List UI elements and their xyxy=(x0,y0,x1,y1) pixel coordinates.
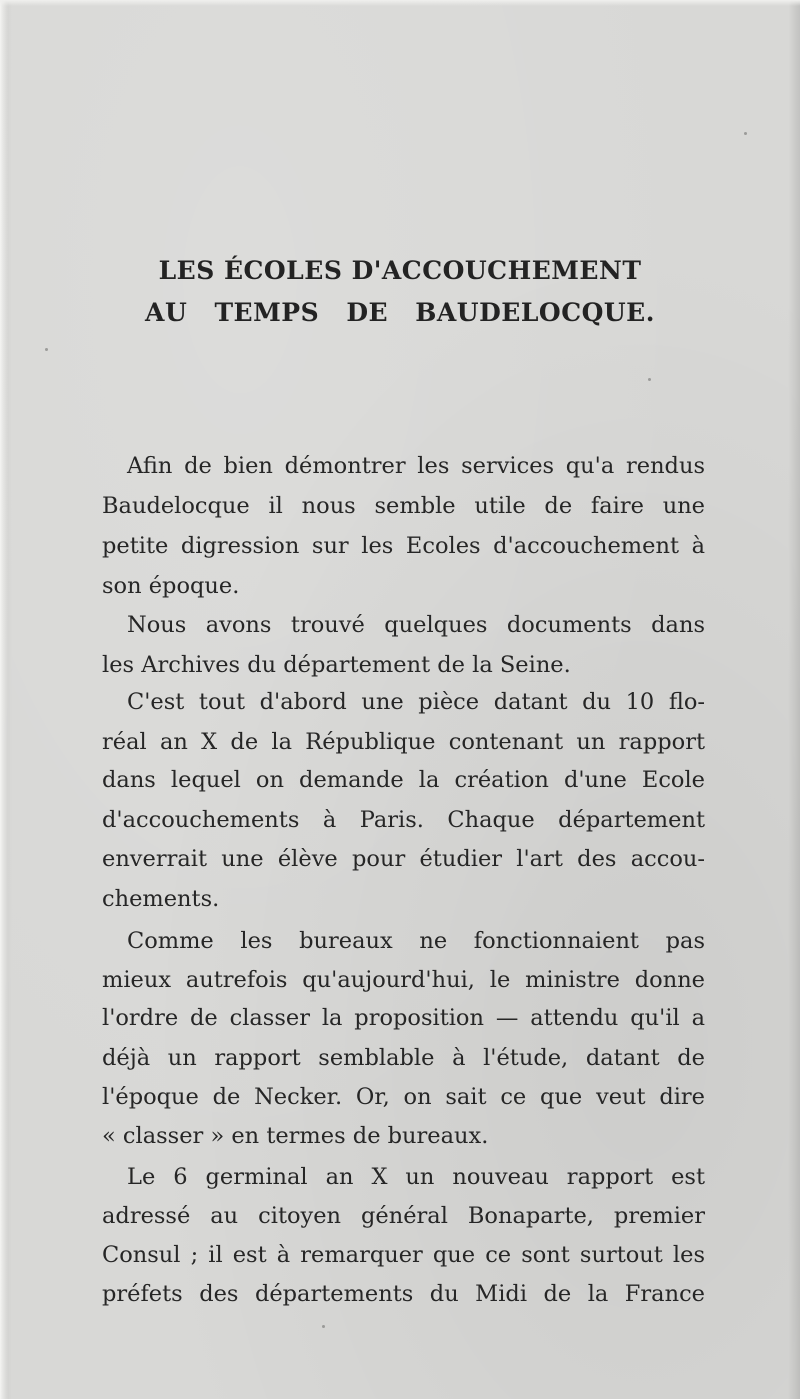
body-line: dans lequel on demande la création d'une Ecole xyxy=(102,767,705,793)
chapter-title-line-2: AU TEMPS DE BAUDELOCQUE. xyxy=(145,298,655,327)
body-line: d'accouchements à Paris. Chaque département xyxy=(102,807,705,833)
body-line: adressé au citoyen général Bonaparte, premier xyxy=(102,1203,705,1229)
body-line: mieux autrefois qu'aujourd'hui, le ministre donne xyxy=(102,967,705,993)
body-line: son époque. xyxy=(102,573,240,599)
body-line: les Archives du département de la Seine. xyxy=(102,652,571,678)
body-line: Baudelocque il nous semble utile de faire une xyxy=(102,493,705,519)
body-line: Comme les bureaux ne fonctionnaient pas xyxy=(127,928,705,954)
body-line: réal an X de la République contenant un rapport xyxy=(102,729,705,755)
body-line: Afin de bien démontrer les services qu'a rendus xyxy=(127,453,705,479)
chapter-title-line-1: LES ÉCOLES D'ACCOUCHEMENT xyxy=(158,256,642,285)
body-line: enverrait une élève pour étudier l'art des accou- xyxy=(102,846,705,872)
body-line: l'époque de Necker. Or, on sait ce que veut dire xyxy=(102,1084,705,1110)
body-line: préfets des départements du Midi de la France xyxy=(102,1281,705,1307)
body-line: l'ordre de classer la proposition — attendu qu'il a xyxy=(102,1005,705,1031)
body-line: C'est tout d'abord une pièce datant du 10 flo- xyxy=(127,689,705,715)
body-line: Consul ; il est à remarquer que ce sont surtout les xyxy=(102,1242,705,1268)
paper-speck xyxy=(648,378,651,381)
body-line: Nous avons trouvé quelques documents dans xyxy=(127,612,705,638)
body-line: déjà un rapport semblable à l'étude, datant de xyxy=(102,1045,705,1071)
body-line: chements. xyxy=(102,886,220,912)
paper-speck xyxy=(45,348,48,351)
page-left-edge xyxy=(0,0,8,1399)
paper-speck xyxy=(744,132,747,135)
paper-speck xyxy=(322,1325,325,1328)
body-line: « classer » en termes de bureaux. xyxy=(102,1123,489,1149)
body-line: Le 6 germinal an X un nouveau rapport est xyxy=(127,1164,705,1190)
page-top-edge xyxy=(0,0,800,6)
body-line: petite digression sur les Ecoles d'accouchement à xyxy=(102,533,705,559)
